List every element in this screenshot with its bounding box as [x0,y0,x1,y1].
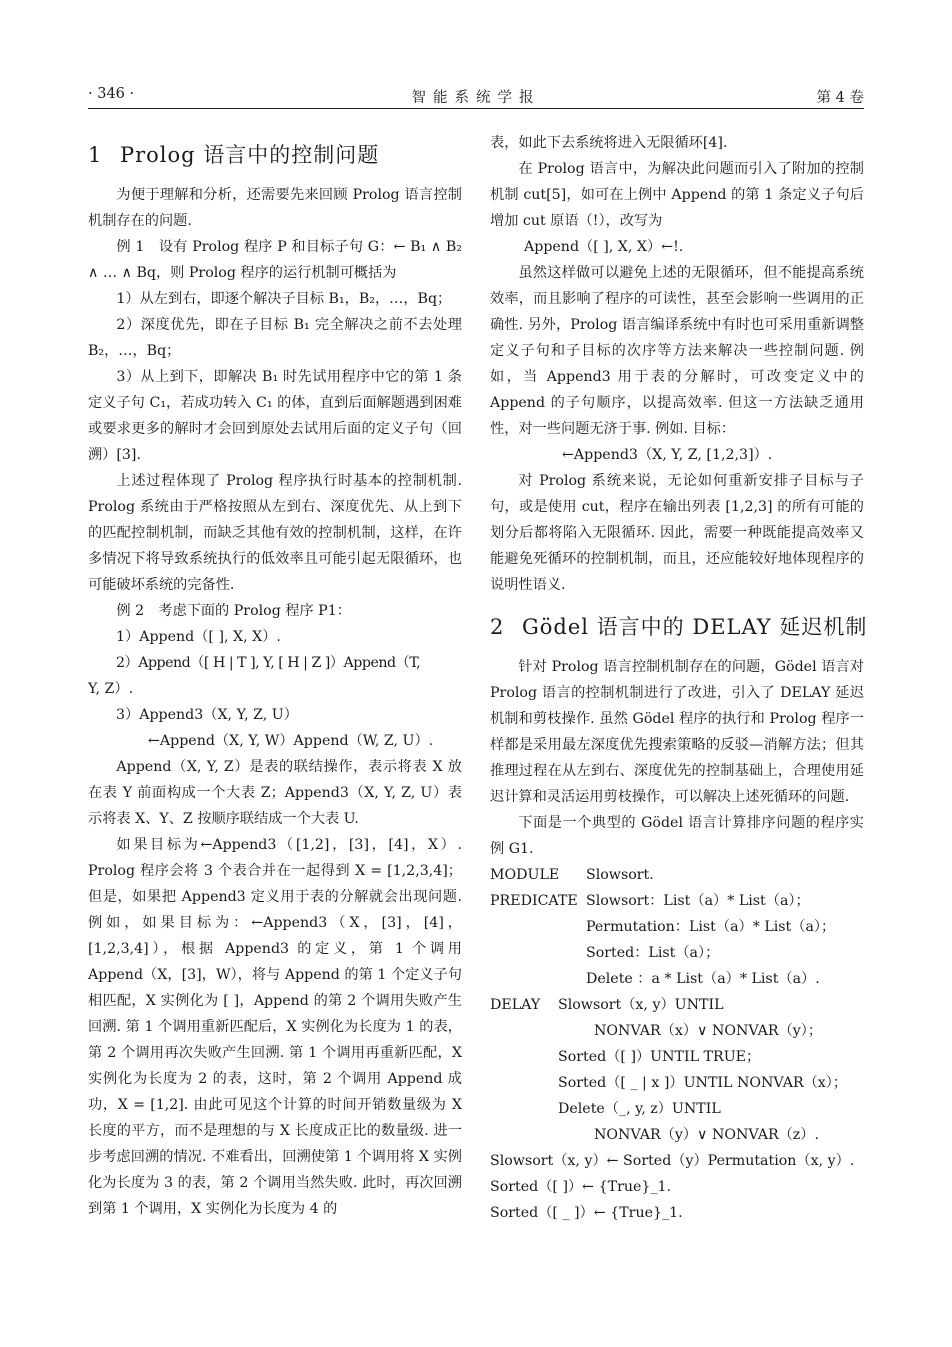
left-column [88,130,462,1222]
code-text: Sorted（[ _ | x ]）UNTIL NONVAR（x）； [558,1075,848,1091]
paragraph: 上述过程体现了 Prolog 程序执行时基本的控制机制. Prolog 系统由于严格按照从左到右、深度优先、从上到下的匹配控制机制，而缺乏其他有效的控制机制，这样，在许多情况下将导致系统执行的低效率且可能引起无限循环，也可能破坏系统的完备性. [88,473,462,593]
code-block [490,862,864,1226]
section-title: Prolog 语言中的控制问题 [120,143,380,167]
example-2: 例 2 考虑下面的 Prolog 程序 P1： [116,603,351,619]
keyword: PREDICATE [490,893,578,909]
code-text: Sorted（[ _ ]）← {True}_1. [490,1205,683,1221]
code-text: Permutation：List（a）* List（a）； [586,919,836,935]
section-2-heading [490,612,868,642]
code-line [490,1070,864,1096]
page-number: · 346 · [88,86,135,102]
volume-label: 第 4 卷 [816,90,864,106]
right-column [490,130,868,1226]
code-line: ←Append3（X, Y, Z, [1,2,3]）. [562,447,773,463]
code-line [490,1122,864,1148]
code-text: Slowsort. [586,867,654,883]
code-text: NONVAR（y）∨ NONVAR（z）. [594,1127,819,1143]
code-text: Slowsort：List（a）* List（a）； [586,893,810,909]
section-number: 2 [490,615,505,639]
list-item: 2）深度优先，即在子目标 B₁ 完全解决之前不去处理 B₂，…，Bq； [88,317,462,359]
code-line [490,1174,864,1200]
section-1-heading [88,140,462,170]
paragraph: Append（X, Y, Z）是表的联结操作，表示将表 X 放在表 Y 前面构成一个大表 Z；Append3（X, Y, Z, U）表示将表 X、Y、Z 按顺序联结成一个大表 U. [88,759,462,827]
list-item: 1）从左到右，即逐个解决子目标 B₁，B₂，…，Bq； [116,291,452,307]
paragraph: 对 Prolog 系统来说，无论如何重新安排子目标与子句，或是使用 cut，程序在输出列表 [1,2,3] 的所有可能的划分后都将陷入无限循环. 因此，需要一种既能提高效率又能避免死循环的控制机制，而且，还应能较好地体现程序的说明性语义. [490,473,864,593]
keyword: DELAY [490,997,541,1013]
code-text: Sorted（[ ]）← {True}_1. [490,1179,672,1195]
code-line: 2）Append（[ H | T ], Y, [ H | Z ]）Append（T, [116,655,421,671]
code-line [490,1148,864,1174]
code-line: 1）Append（[ ], X, X）. [116,629,281,645]
paragraph: 为便于理解和分析，还需要先来回顾 Prolog 语言控制机制存在的问题. [88,187,462,229]
code-text: Sorted：List（a）； [586,945,720,961]
keyword: MODULE [490,867,560,883]
code-text: Sorted（[ ]）UNTIL TRUE； [558,1049,761,1065]
code-line [490,966,864,992]
paragraph: 虽然这样做可以避免上述的无限循环，但不能提高系统效率，而且影响了程序的可读性，甚至会影响一些调用的正确性. 另外，Prolog 语言编译系统中有时也可采用重新调整定义子句和子目标的次序等方法来解决一些控制问题. 例如，当 Append3 用于表的分解时，可改变定义中的 Append 的子句顺序，以提高效率. 但这一方法缺乏通用性，对一些问题无济于事. 例如. 目标： [490,265,864,437]
list-item: 3）从上到下，即解决 B₁ 时先试用程序中它的第 1 条定义子句 C₁，若成功转入 C₁ 的体，直到后面解题遇到困难或要求更多的解时才会回到原处去试用后面的定义子句（回溯）[3]. [88,369,462,463]
code-line [490,992,864,1018]
paragraph: 表，如此下去系统将进入无限循环[4]. [490,135,728,151]
code-line: Y, Z）. [88,681,134,697]
code-line: 3）Append3（X, Y, Z, U） [116,707,298,723]
paragraph: 下面是一个典型的 Gödel 语言计算排序问题的程序实例 G1. [490,815,864,857]
code-line [490,1096,864,1122]
code-line [490,862,864,888]
code-text: Delete ：a * List（a）* List（a）. [586,971,820,987]
code-text: NONVAR（x）∨ NONVAR（y）； [594,1023,823,1039]
code-line [490,1200,864,1226]
paragraph: 如果目标为←Append3（[1,2]，[3]，[4]，X）. Prolog 程序会将 3 个表合并在一起得到 X = [1,2,3,4]；但是，如果把 Append3 定义用于表的分解就会出现问题. 例如，如果目标为：←Append3（X，[3]，[4]，[1,2,3,4]），根据 Append3 的定义，第 1 个调用 Append（X，[3]，W），将与 Append 的第 1 个定义子句相匹配，X 实例化为 [ ]，Append 的第 2 个调用失败产生回溯. 第 1 个调用重新匹配后，X 实例化为长度为 1 的表，第 2 个调用再次失败产生回溯. 第 1 个调用再重新匹配，X 实例化为长度为 2 的表，这时，第 2 个调用 Append 成功，X = [1,2]. 由此可见这个计算的时间开销数量级为 X 长度的平方，而不是理想的与 X 长度成正比的数量级. 进一步考虑回溯的情况. 不难看出，回溯使第 1 个调用将 X 实例化为长度为 3 的表，第 2 个调用当然失败. 此时，再次回溯到第 1 个调用，X 实例化为长度为 4 的 [88,837,462,1217]
paragraph: 针对 Prolog 语言控制机制存在的问题，Gödel 语言对 Prolog 语言的控制机制进行了改进，引入了 DELAY 延迟机制和剪枝操作. 虽然 Gödel 程序的执行和 Prolog 程序一样都是采用最左深度优先搜索策略的反驳—消解方法；但其推理过程在从左到右、深度优先的控制基础上，合理使用延迟计算和灵活运用剪枝操作，可以解决上述死循环的问题. [490,659,864,805]
journal-title: 智能系统学报 [411,90,541,106]
section-title: Gödel 语言中的 DELAY 延迟机制 [522,615,868,639]
running-header [88,82,864,109]
code-line [490,888,864,914]
example-1: 例 1 设有 Prolog 程序 P 和目标子句 G：← B₁ ∧ B₂ ∧ … ∧ Bq，则 Prolog 程序的运行机制可概括为 [88,239,462,281]
code-line: ←Append（X, Y, W）Append（W, Z, U）. [148,733,434,749]
code-text: Delete（_, y, z）UNTIL [558,1101,721,1117]
code-text: Slowsort（x, y）UNTIL [558,997,724,1013]
code-text: Slowsort（x, y）← Sorted（y）Permutation（x, y）. [490,1153,855,1169]
code-line [490,1044,864,1070]
code-line: Append（[ ], X, X）←!. [524,239,684,255]
code-line [490,940,864,966]
section-number: 1 [88,143,103,167]
paragraph: 在 Prolog 语言中，为解决此问题而引入了附加的控制机制 cut[5]，如可在上例中 Append 的第 1 条定义子句后增加 cut 原语（!），改写为 [490,161,864,229]
code-line [490,1018,864,1044]
code-line [490,914,864,940]
